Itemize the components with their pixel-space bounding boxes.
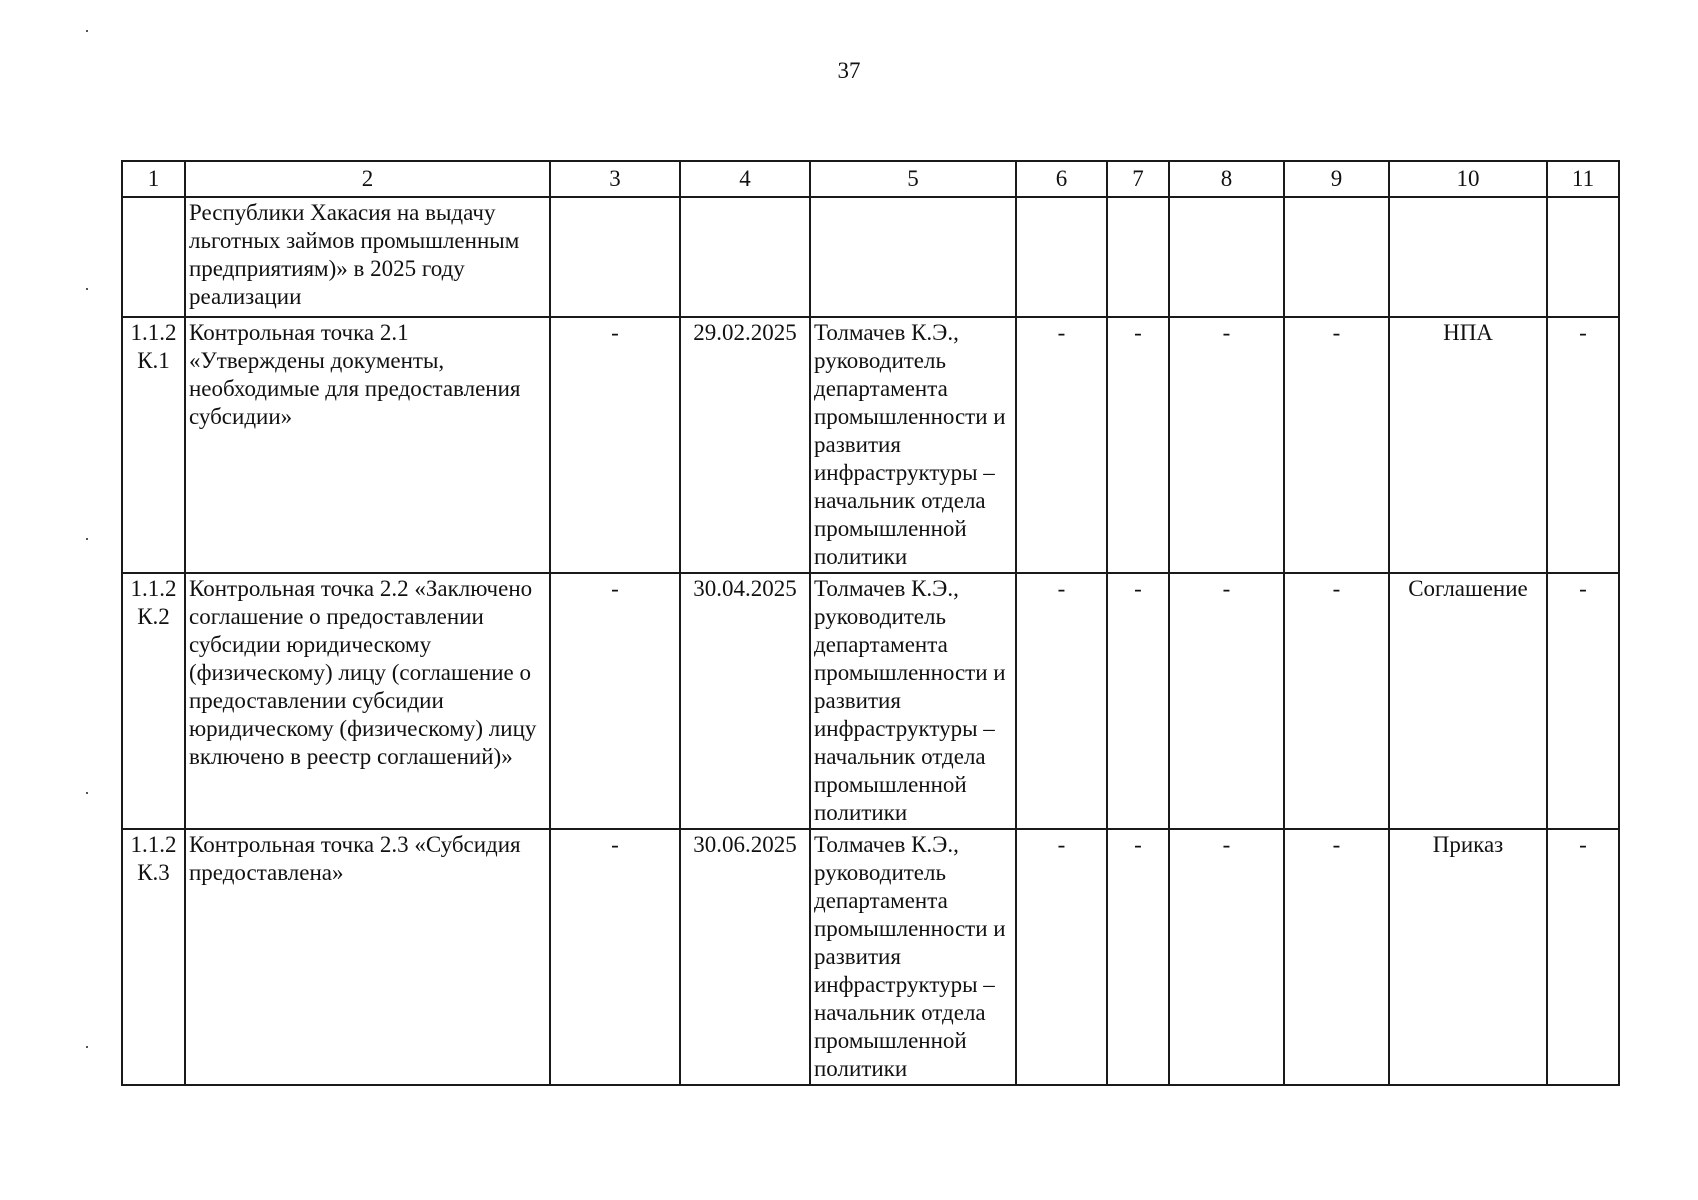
header-cell-1: 1	[122, 161, 185, 197]
cell-document: НПА	[1389, 317, 1547, 573]
cell-empty	[810, 197, 1016, 317]
cell-name-continuation: Республики Хакасия на выдачу льготных займов промышленным предприятиям)» в 2025 году реализации	[185, 197, 550, 317]
cell-col8: -	[1169, 573, 1284, 829]
cell-col9: -	[1284, 829, 1389, 1085]
cell-col11: -	[1547, 829, 1619, 1085]
page-number: 37	[837, 58, 861, 83]
control-points-table	[121, 160, 1620, 1086]
table-row-continuation	[122, 197, 1619, 317]
cell-document: Приказ	[1389, 829, 1547, 1085]
cell-date: 30.04.2025	[680, 573, 810, 829]
number-line-2: К.1	[137, 348, 170, 373]
header-cell-3: 3	[550, 161, 680, 197]
cell-col7: -	[1107, 829, 1169, 1085]
header-cell-8: 8	[1169, 161, 1284, 197]
header-cell-5: 5	[810, 161, 1016, 197]
cell-col7: -	[1107, 573, 1169, 829]
header-row	[122, 161, 1619, 197]
cell-number	[122, 829, 185, 1085]
number-line-2: К.3	[137, 860, 170, 885]
number-line-1: 1.1.2	[130, 576, 177, 601]
cell-name: Контрольная точка 2.3 «Субсидия предоставлена»	[185, 829, 550, 1085]
cell-empty	[1016, 197, 1107, 317]
cell-col6: -	[1016, 573, 1107, 829]
number-line-2: К.2	[137, 604, 170, 629]
number-line-1: 1.1.2	[130, 832, 177, 857]
cell-responsible: Толмачев К.Э., руководитель департамента промышленности и развития инфраструктуры – начальник отдела промышленной политики	[810, 317, 1016, 573]
cell-col3: -	[550, 573, 680, 829]
cell-col6: -	[1016, 317, 1107, 573]
cell-col3: -	[550, 829, 680, 1085]
cell-col9: -	[1284, 317, 1389, 573]
scan-speck	[86, 30, 88, 32]
cell-col6: -	[1016, 829, 1107, 1085]
cell-number	[122, 317, 185, 573]
cell-empty	[1107, 197, 1169, 317]
cell-col7: -	[1107, 317, 1169, 573]
cell-responsible: Толмачев К.Э., руководитель департамента промышленности и развития инфраструктуры – начальник отдела промышленной политики	[810, 829, 1016, 1085]
cell-col3: -	[550, 317, 680, 573]
cell-col8: -	[1169, 317, 1284, 573]
cell-number	[122, 573, 185, 829]
cell-col11: -	[1547, 317, 1619, 573]
table-row	[122, 317, 1619, 573]
cell-name: Контрольная точка 2.2 «Заключено соглашение о предоставлении субсидии юридическому (физическому) лицу (соглашение о предоставлении субсидии юридическому (физическому) лицу включено в реестр соглашений)»	[185, 573, 550, 829]
cell-empty	[680, 197, 810, 317]
number-line-1: 1.1.2	[130, 320, 177, 345]
cell-empty	[1389, 197, 1547, 317]
cell-empty	[122, 197, 185, 317]
cell-col11: -	[1547, 573, 1619, 829]
header-cell-10: 10	[1389, 161, 1547, 197]
cell-responsible: Толмачев К.Э., руководитель департамента промышленности и развития инфраструктуры – начальник отдела промышленной политики	[810, 573, 1016, 829]
header-cell-6: 6	[1016, 161, 1107, 197]
cell-empty	[1547, 197, 1619, 317]
cell-empty	[1169, 197, 1284, 317]
header-cell-9: 9	[1284, 161, 1389, 197]
cell-empty	[550, 197, 680, 317]
cell-date: 29.02.2025	[680, 317, 810, 573]
cell-col9: -	[1284, 573, 1389, 829]
scan-speck	[86, 1046, 88, 1048]
header-cell-7: 7	[1107, 161, 1169, 197]
scan-speck	[86, 792, 88, 794]
header-cell-4: 4	[680, 161, 810, 197]
table-row	[122, 573, 1619, 829]
scan-speck	[86, 538, 88, 540]
cell-date: 30.06.2025	[680, 829, 810, 1085]
cell-col8: -	[1169, 829, 1284, 1085]
header-cell-2: 2	[185, 161, 550, 197]
table-row	[122, 829, 1619, 1085]
cell-document: Соглашение	[1389, 573, 1547, 829]
cell-empty	[1284, 197, 1389, 317]
scan-speck	[86, 288, 88, 290]
header-cell-11: 11	[1547, 161, 1619, 197]
cell-name: Контрольная точка 2.1 «Утверждены документы, необходимые для предоставления субсидии»	[185, 317, 550, 573]
